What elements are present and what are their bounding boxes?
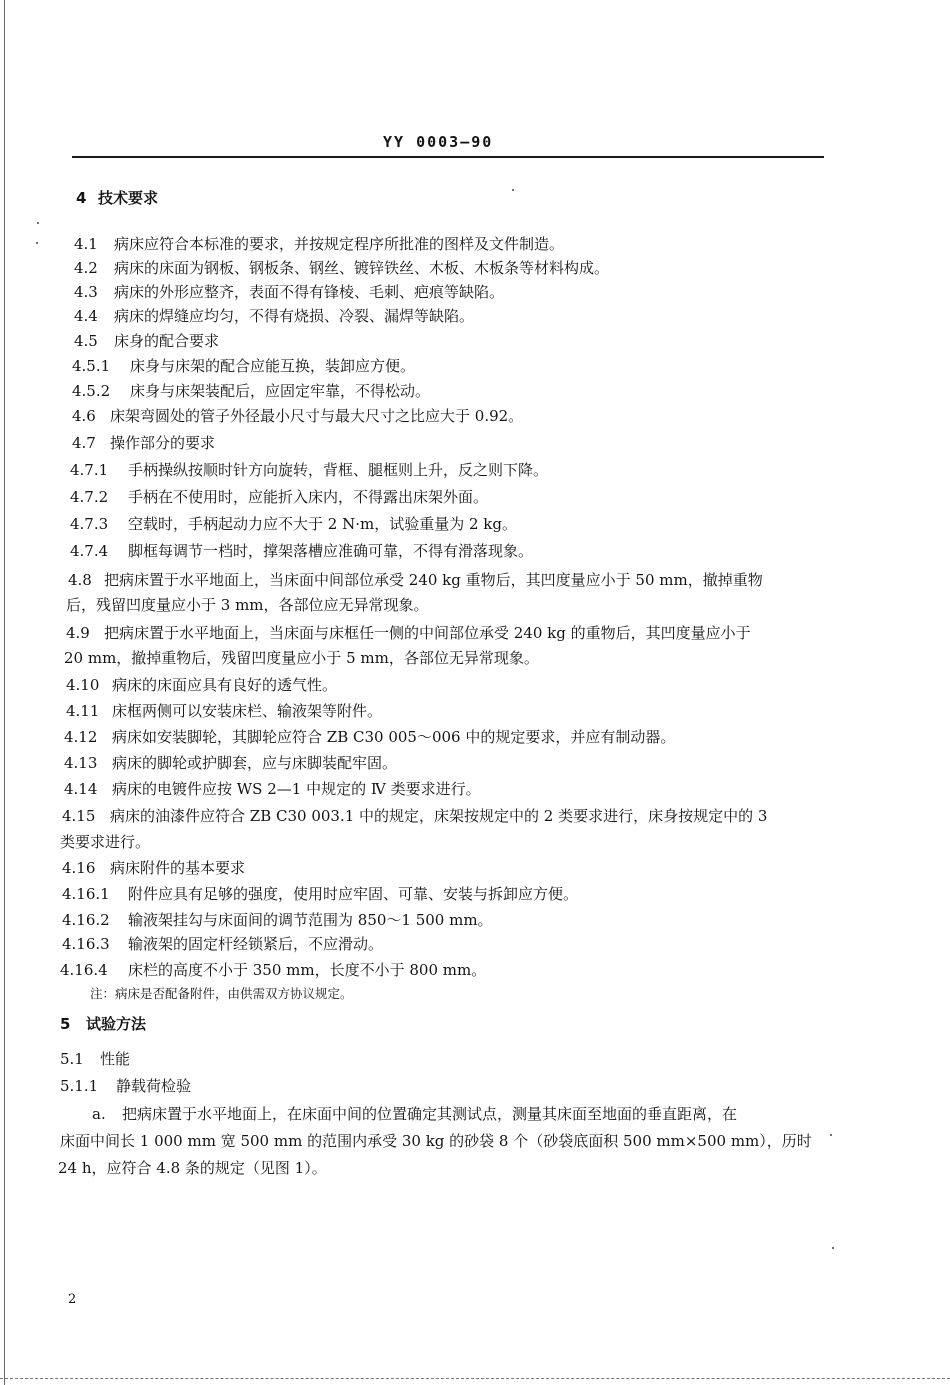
clause-text: 病床附件的基本要求 — [110, 859, 246, 877]
scan-speck — [37, 222, 39, 224]
clause-text: 病床的焊缝应均匀，不得有烧损、冷裂、漏焊等缺陷。 — [114, 307, 475, 325]
scan-speck — [830, 1134, 832, 1136]
paragraph-continuation — [60, 1131, 812, 1151]
standard-header: YY 0003—90 — [383, 133, 494, 151]
page-left-edge — [4, 0, 5, 1385]
clause-number: 4.15 — [62, 807, 96, 825]
clause-line — [62, 910, 493, 930]
clause-line — [72, 356, 415, 376]
clause-text: 床架弯圆处的管子外径最小尺寸与最大尺寸之比应大于 0.92。 — [110, 407, 524, 425]
clause-line — [60, 1076, 191, 1096]
clause-number: 4.16.2 — [62, 911, 110, 929]
clause-text: 静载荷检验 — [116, 1077, 192, 1095]
section-number: 5 — [60, 1015, 71, 1033]
clause-number: 4.4 — [74, 307, 98, 325]
clause-text: 病床的床面应具有良好的透气性。 — [112, 676, 338, 694]
clause-text: 床栏的高度不小于 350 mm，长度不小于 800 mm。 — [128, 961, 487, 979]
clause-line — [64, 779, 481, 799]
section-heading — [60, 1014, 146, 1034]
clause-number: 4.7.2 — [70, 488, 109, 506]
section-number: 4 — [76, 189, 87, 207]
paragraph-text: 床面中间长 1 000 mm 宽 500 mm 的范围内承受 30 kg 的砂袋 8 个（砂袋底面积 500 mm×500 mm），历时 — [60, 1132, 812, 1150]
clause-text: 把病床置于水平地面上，当床面与床框任一侧的中间部位承受 240 kg 的重物后，其凹度量应小于 — [104, 624, 751, 642]
clause-line — [66, 675, 337, 695]
clause-line — [74, 258, 609, 278]
clause-line — [60, 960, 486, 980]
clause-number: 5.1 — [60, 1050, 84, 1068]
clause-text: 床框两侧可以安装床栏、输液架等附件。 — [112, 702, 383, 720]
header-rule — [72, 156, 824, 158]
clause-text: 病床如安装脚轮，其脚轮应符合 ZB C30 005～006 中的规定要求，并应有制动器。 — [112, 728, 676, 746]
clause-number: 4.5.1 — [72, 357, 111, 375]
clause-text: 病床的电镀件应按 WS 2—1 中规定的 Ⅳ 类要求进行。 — [112, 780, 481, 798]
clause-text: 手柄在不使用时，应能折入床内，不得露出床架外面。 — [128, 488, 489, 506]
clause-line — [68, 570, 763, 590]
clause-line — [64, 753, 397, 773]
clause-text: 床身的配合要求 — [114, 332, 220, 350]
clause-number: 4.16.3 — [62, 935, 110, 953]
note-line — [90, 984, 353, 1004]
note-text: 注：病床是否配备附件，由供需双方协议规定。 — [90, 986, 353, 1001]
clause-number: 4.1 — [74, 235, 98, 253]
clause-continuation — [64, 648, 539, 668]
clause-line — [62, 884, 578, 904]
clause-line — [62, 934, 383, 954]
clause-line — [72, 433, 215, 453]
clause-line — [62, 806, 767, 826]
section-heading — [76, 188, 158, 208]
clause-number: 4.9 — [66, 624, 90, 642]
clause-number: 4.3 — [74, 283, 98, 301]
paragraph-text: 24 h，应符合 4.8 条的规定（见图 1）。 — [58, 1159, 327, 1177]
clause-text: 20 mm，撤掉重物后，残留凹度量应小于 5 mm，各部位无异常现象。 — [64, 649, 539, 667]
clause-line — [74, 331, 219, 351]
clause-number: 4.11 — [66, 702, 100, 720]
clause-number: 4.16 — [62, 859, 96, 877]
clause-text: 附件应具有足够的强度，使用时应牢固、可靠、安装与拆卸应方便。 — [128, 885, 579, 903]
clause-number: 4.16.1 — [62, 885, 110, 903]
page-number: 2 — [68, 1292, 77, 1307]
clause-line — [74, 282, 504, 302]
clause-text: 床身与床架装配后，应固定牢靠，不得松动。 — [130, 382, 431, 400]
scan-speck — [36, 242, 38, 244]
paragraph-text: 把病床置于水平地面上，在床面中间的位置确定其测试点，测量其床面至地面的垂直距离，在 — [122, 1105, 738, 1123]
clause-text: 操作部分的要求 — [110, 434, 216, 452]
clause-number: 4.2 — [74, 259, 98, 277]
list-item-marker: a. — [92, 1105, 106, 1123]
clause-number: 4.7.3 — [70, 515, 109, 533]
clause-text: 性能 — [100, 1050, 131, 1068]
clause-line — [64, 727, 675, 747]
clause-line — [72, 406, 523, 426]
clause-number: 4.7 — [72, 434, 96, 452]
clause-line — [66, 701, 382, 721]
section-title: 试验方法 — [86, 1015, 147, 1033]
clause-number: 4.14 — [64, 780, 98, 798]
list-item-line — [92, 1104, 737, 1124]
clause-line — [70, 541, 533, 561]
clause-line — [72, 381, 430, 401]
clause-line — [70, 487, 488, 507]
clause-number: 4.10 — [66, 676, 100, 694]
clause-line — [70, 460, 548, 480]
clause-text: 输液架挂勾与床面间的调节范围为 850～1 500 mm。 — [128, 911, 493, 929]
scan-speck — [512, 189, 514, 191]
clause-text: 把病床置于水平地面上，当床面中间部位承受 240 kg 重物后，其凹度量应小于 50 mm，撤掉重物 — [104, 571, 763, 589]
clause-text: 空载时，手柄起动力应不大于 2 N·m，试验重量为 2 kg。 — [128, 515, 517, 533]
clause-number: 4.12 — [64, 728, 98, 746]
clause-number: 4.16.4 — [60, 961, 108, 979]
clause-text: 脚框每调节一档时，撑架落槽应准确可靠，不得有滑落现象。 — [128, 542, 534, 560]
clause-text: 病床的外形应整齐，表面不得有锋棱、毛刺、疤痕等缺陷。 — [114, 283, 505, 301]
clause-number: 4.8 — [68, 571, 92, 589]
clause-text: 病床的床面为钢板、钢板条、钢丝、镀锌铁丝、木板、木板条等材料构成。 — [114, 259, 610, 277]
clause-continuation — [66, 595, 429, 615]
clause-number: 5.1.1 — [60, 1077, 99, 1095]
clause-line — [70, 514, 517, 534]
clause-number: 4.7.4 — [70, 542, 109, 560]
clause-line — [62, 858, 245, 878]
clause-number: 4.5 — [74, 332, 98, 350]
clause-line — [74, 306, 474, 326]
clause-text: 病床的油漆件应符合 ZB C30 003.1 中的规定，床架按规定中的 2 类要求进行，床身按规定中的 3 — [110, 807, 768, 825]
page-bottom-edge — [0, 1378, 950, 1380]
clause-continuation — [60, 832, 150, 852]
clause-text: 后，残留凹度量应小于 3 mm，各部位应无异常现象。 — [66, 596, 429, 614]
clause-text: 类要求进行。 — [60, 833, 151, 851]
clause-number: 4.13 — [64, 754, 98, 772]
section-title: 技术要求 — [98, 189, 159, 207]
scan-speck — [832, 1247, 834, 1249]
clause-number: 4.6 — [72, 407, 96, 425]
clause-text: 床身与床架的配合应能互换，装卸应方便。 — [130, 357, 416, 375]
clause-line — [74, 234, 564, 254]
clause-text: 病床的脚轮或护脚套，应与床脚装配牢固。 — [112, 754, 398, 772]
clause-text: 手柄操纵按顺时针方向旋转，背框、腿框则上升，反之则下降。 — [128, 461, 549, 479]
clause-line — [66, 623, 751, 643]
clause-text: 病床应符合本标准的要求，并按规定程序所批准的图样及文件制造。 — [114, 235, 565, 253]
clause-number: 4.5.2 — [72, 382, 111, 400]
clause-text: 输液架的固定杆经锁紧后，不应滑动。 — [128, 935, 384, 953]
clause-number: 4.7.1 — [70, 461, 109, 479]
clause-line — [60, 1049, 130, 1069]
paragraph-continuation — [58, 1158, 327, 1178]
